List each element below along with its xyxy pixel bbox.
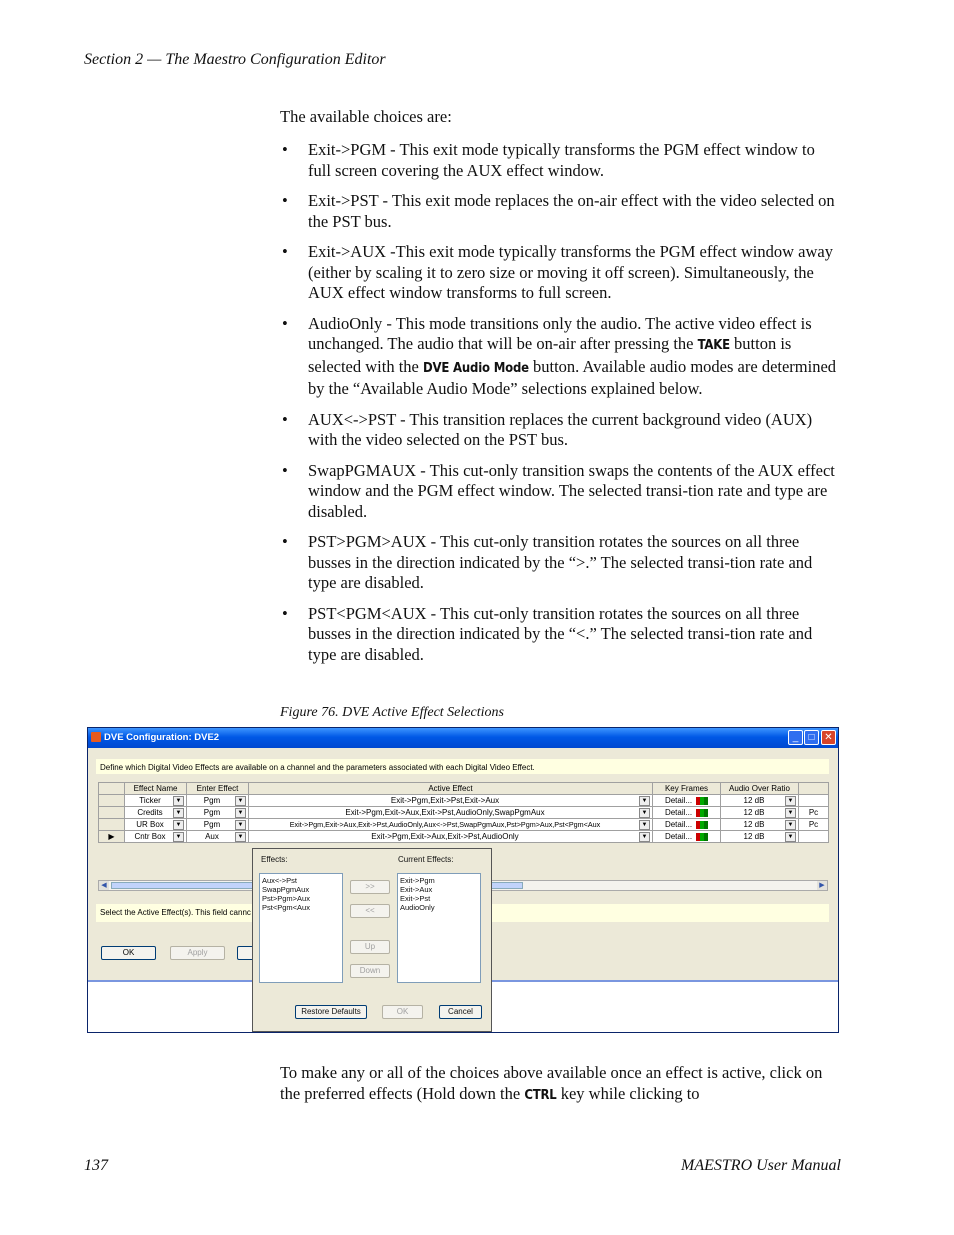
key-frames-cell[interactable]: Detail... [653,819,721,831]
figure-caption: Figure 76. DVE Active Effect Selections [280,705,504,720]
current-row-arrow-icon: ▶ [108,832,115,841]
table-row[interactable] [99,819,829,831]
extra-cell: Pc [799,807,829,819]
instruction-text: Define which Digital Video Effects are available on a channel and the parameters associated with each Digital Video Effect. [96,759,829,774]
active-effect-dialog [252,848,492,1032]
chevron-down-icon: ▼ [785,808,796,818]
effect-name-cell[interactable]: Ticker ▼ [125,795,187,807]
manual-title: MAESTRO User Manual [681,1157,841,1174]
paragraph-text: To make any or all of the choices above available once an effect is active, click on the preferred effects (Hold down the [280,1063,823,1103]
extra-cell: Pc [799,819,829,831]
row-selector[interactable] [99,831,125,843]
key-frames-cell[interactable]: Detail... [653,807,721,819]
audio-ratio-cell[interactable]: 12 dB ▼ [721,831,799,843]
choices-list [280,140,840,675]
keyframes-icon [696,809,708,817]
list-item: • SwapPGMAUX - This cut-only transition swaps the contents of the AUX effect window and the PGM effect window. The selected transi-tion rate and type are disabled. [280,461,840,523]
apply-button[interactable]: Apply [170,946,225,960]
list-item[interactable]: Aux<->Pst [262,876,298,885]
dialog-ok-button[interactable]: OK [382,1005,423,1019]
current-effects-label: Current Effects: [398,855,454,864]
extra-cell [799,831,829,843]
intro-text: The available choices are: [280,107,452,126]
remove-button[interactable]: << [350,904,390,918]
list-item: • Exit->AUX -This exit mode typically transforms the PGM effect window away (either by scaling it to zero size or moving it off screen). Simultaneously, the AUX effect window transforms to full screen. [280,242,840,304]
column-header[interactable]: Enter Effect [187,783,249,795]
active-effect-cell[interactable]: Exit->Pgm,Exit->Aux,Exit->Pst,AudioOnly ▼ [249,831,653,843]
active-effect-cell[interactable]: Exit->Pgm,Exit->Aux,Exit->Pst,AudioOnly,Aux<->Pst,SwapPgmAux,Pst>Pgm>Aux,Pst<Pgm<Aux ▼ [249,819,653,831]
add-button[interactable]: >> [350,880,390,894]
down-button[interactable]: Down [350,964,390,978]
key-frames-cell[interactable]: Detail... [653,795,721,807]
effects-label: Effects: [261,855,288,864]
chevron-down-icon: ▼ [639,796,650,806]
audio-ratio-cell[interactable]: 12 dB ▼ [721,795,799,807]
extra-cell [799,795,829,807]
dve-audio-mode-keyword: DVE Audio Mode [423,360,529,376]
close-button[interactable]: ✕ [821,730,836,745]
window-title: DVE Configuration: DVE2 [104,732,220,743]
row-selector[interactable] [99,819,125,831]
audio-ratio-cell[interactable]: 12 dB ▼ [721,807,799,819]
effect-name-cell[interactable]: Cntr Box ▼ [125,831,187,843]
up-button[interactable]: Up [350,940,390,954]
page-number: 137 [84,1157,108,1174]
running-header: Section 2 — The Maestro Configuration Editor [84,51,386,68]
scroll-left-icon[interactable]: ◀ [99,881,109,890]
restore-defaults-button[interactable]: Restore Defaults [295,1005,367,1019]
column-header[interactable]: Audio Over Ratio [721,783,799,795]
app-icon [91,732,101,742]
audio-ratio-cell[interactable]: 12 dB ▼ [721,819,799,831]
row-selector[interactable] [99,795,125,807]
list-item: • PST<PGM<AUX - This cut-only transition rotates the sources on all three busses in the direction indicated by the “<.” The selected transi-tion rate and type are disabled. [280,604,840,666]
closing-paragraph [280,1062,840,1106]
current-effects-listbox[interactable] [397,873,481,983]
enter-effect-cell[interactable]: Pgm ▼ [187,795,249,807]
take-keyword: TAKE [697,338,730,353]
row-selector[interactable] [99,807,125,819]
list-item: • Exit->PST - This exit mode replaces the on-air effect with the video selected on the PST bus. [280,191,840,232]
list-item[interactable]: AudioOnly [400,903,435,912]
keyframes-icon [696,833,708,841]
enter-effect-cell[interactable]: Aux ▼ [187,831,249,843]
row-selector-header [99,783,125,795]
column-header[interactable]: Active Effect [249,783,653,795]
active-effect-cell[interactable]: Exit->Pgm,Exit->Pst,Exit->Aux ▼ [249,795,653,807]
list-item: • Exit->PGM - This exit mode typically transforms the PGM effect window to full screen covering the AUX effect window. [280,140,840,181]
minimize-button[interactable]: _ [788,730,803,745]
chevron-down-icon: ▼ [785,820,796,830]
chevron-down-icon: ▼ [173,820,184,830]
item-text: button. Available audio modes are determined by the “Available Audio Mode” selections explained below. [308,356,837,398]
chevron-down-icon: ▼ [173,808,184,818]
effects-listbox[interactable] [259,873,343,983]
list-item[interactable]: Pst>Pgm>Aux [262,894,310,903]
list-item: • AUX<->PST - This transition replaces the current background video (AUX) with the video selected on the PST bus. [280,410,840,451]
chevron-down-icon: ▼ [785,796,796,806]
list-item[interactable]: Pst<Pgm<Aux [262,903,310,912]
list-item[interactable]: Exit->Aux [400,885,433,894]
list-item[interactable]: Exit->Pgm [400,876,435,885]
chevron-down-icon: ▼ [639,832,650,842]
list-item[interactable]: Exit->Pst [400,894,431,903]
column-header[interactable]: Effect Name [125,783,187,795]
table-row[interactable] [99,795,829,807]
chevron-down-icon: ▼ [173,832,184,842]
column-header [799,783,829,795]
keyframes-icon [696,797,708,805]
effects-grid [98,782,829,843]
table-row[interactable] [99,807,829,819]
scroll-right-icon[interactable]: ▶ [817,881,827,890]
chevron-down-icon: ▼ [235,820,246,830]
chevron-down-icon: ▼ [639,820,650,830]
chevron-down-icon: ▼ [235,808,246,818]
list-item[interactable]: SwapPgmAux [262,885,310,894]
column-header[interactable]: Key Frames [653,783,721,795]
effect-name-cell[interactable]: UR Box ▼ [125,819,187,831]
effect-name-cell[interactable]: Credits ▼ [125,807,187,819]
list-item [280,314,840,400]
list-item: • PST>PGM>AUX - This cut-only transition rotates the sources on all three busses in the direction indicated by the “>.” The selected transi-tion rate and type are disabled. [280,532,840,594]
key-frames-cell[interactable]: Detail... [653,831,721,843]
item-text: button is selected with the [308,334,792,376]
maximize-button[interactable]: □ [804,730,819,745]
chevron-down-icon: ▼ [173,796,184,806]
ctrl-keyword: CTRL [524,1088,557,1103]
chevron-down-icon: ▼ [235,796,246,806]
active-effect-cell[interactable]: Exit->Pgm,Exit->Aux,Exit->Pst,AudioOnly,SwapPgmAux ▼ [249,807,653,819]
dialog-cancel-button[interactable]: Cancel [439,1005,482,1019]
keyframes-icon [696,821,708,829]
grid-header-row [99,783,829,795]
item-text: AudioOnly - This mode transitions only the audio. The active video effect is unchanged. The audio that will be on-air after pressing the [308,313,812,353]
enter-effect-cell[interactable]: Pgm ▼ [187,819,249,831]
table-row[interactable] [99,831,829,843]
chevron-down-icon: ▼ [785,832,796,842]
ok-button[interactable]: OK [101,946,156,960]
chevron-down-icon: ▼ [639,808,650,818]
enter-effect-cell[interactable]: Pgm ▼ [187,807,249,819]
chevron-down-icon: ▼ [235,832,246,842]
paragraph-text: key while clicking to [556,1084,700,1103]
status-text: Select the Active Effect(s). This field cannc [96,904,829,922]
window-titlebar [88,728,838,748]
